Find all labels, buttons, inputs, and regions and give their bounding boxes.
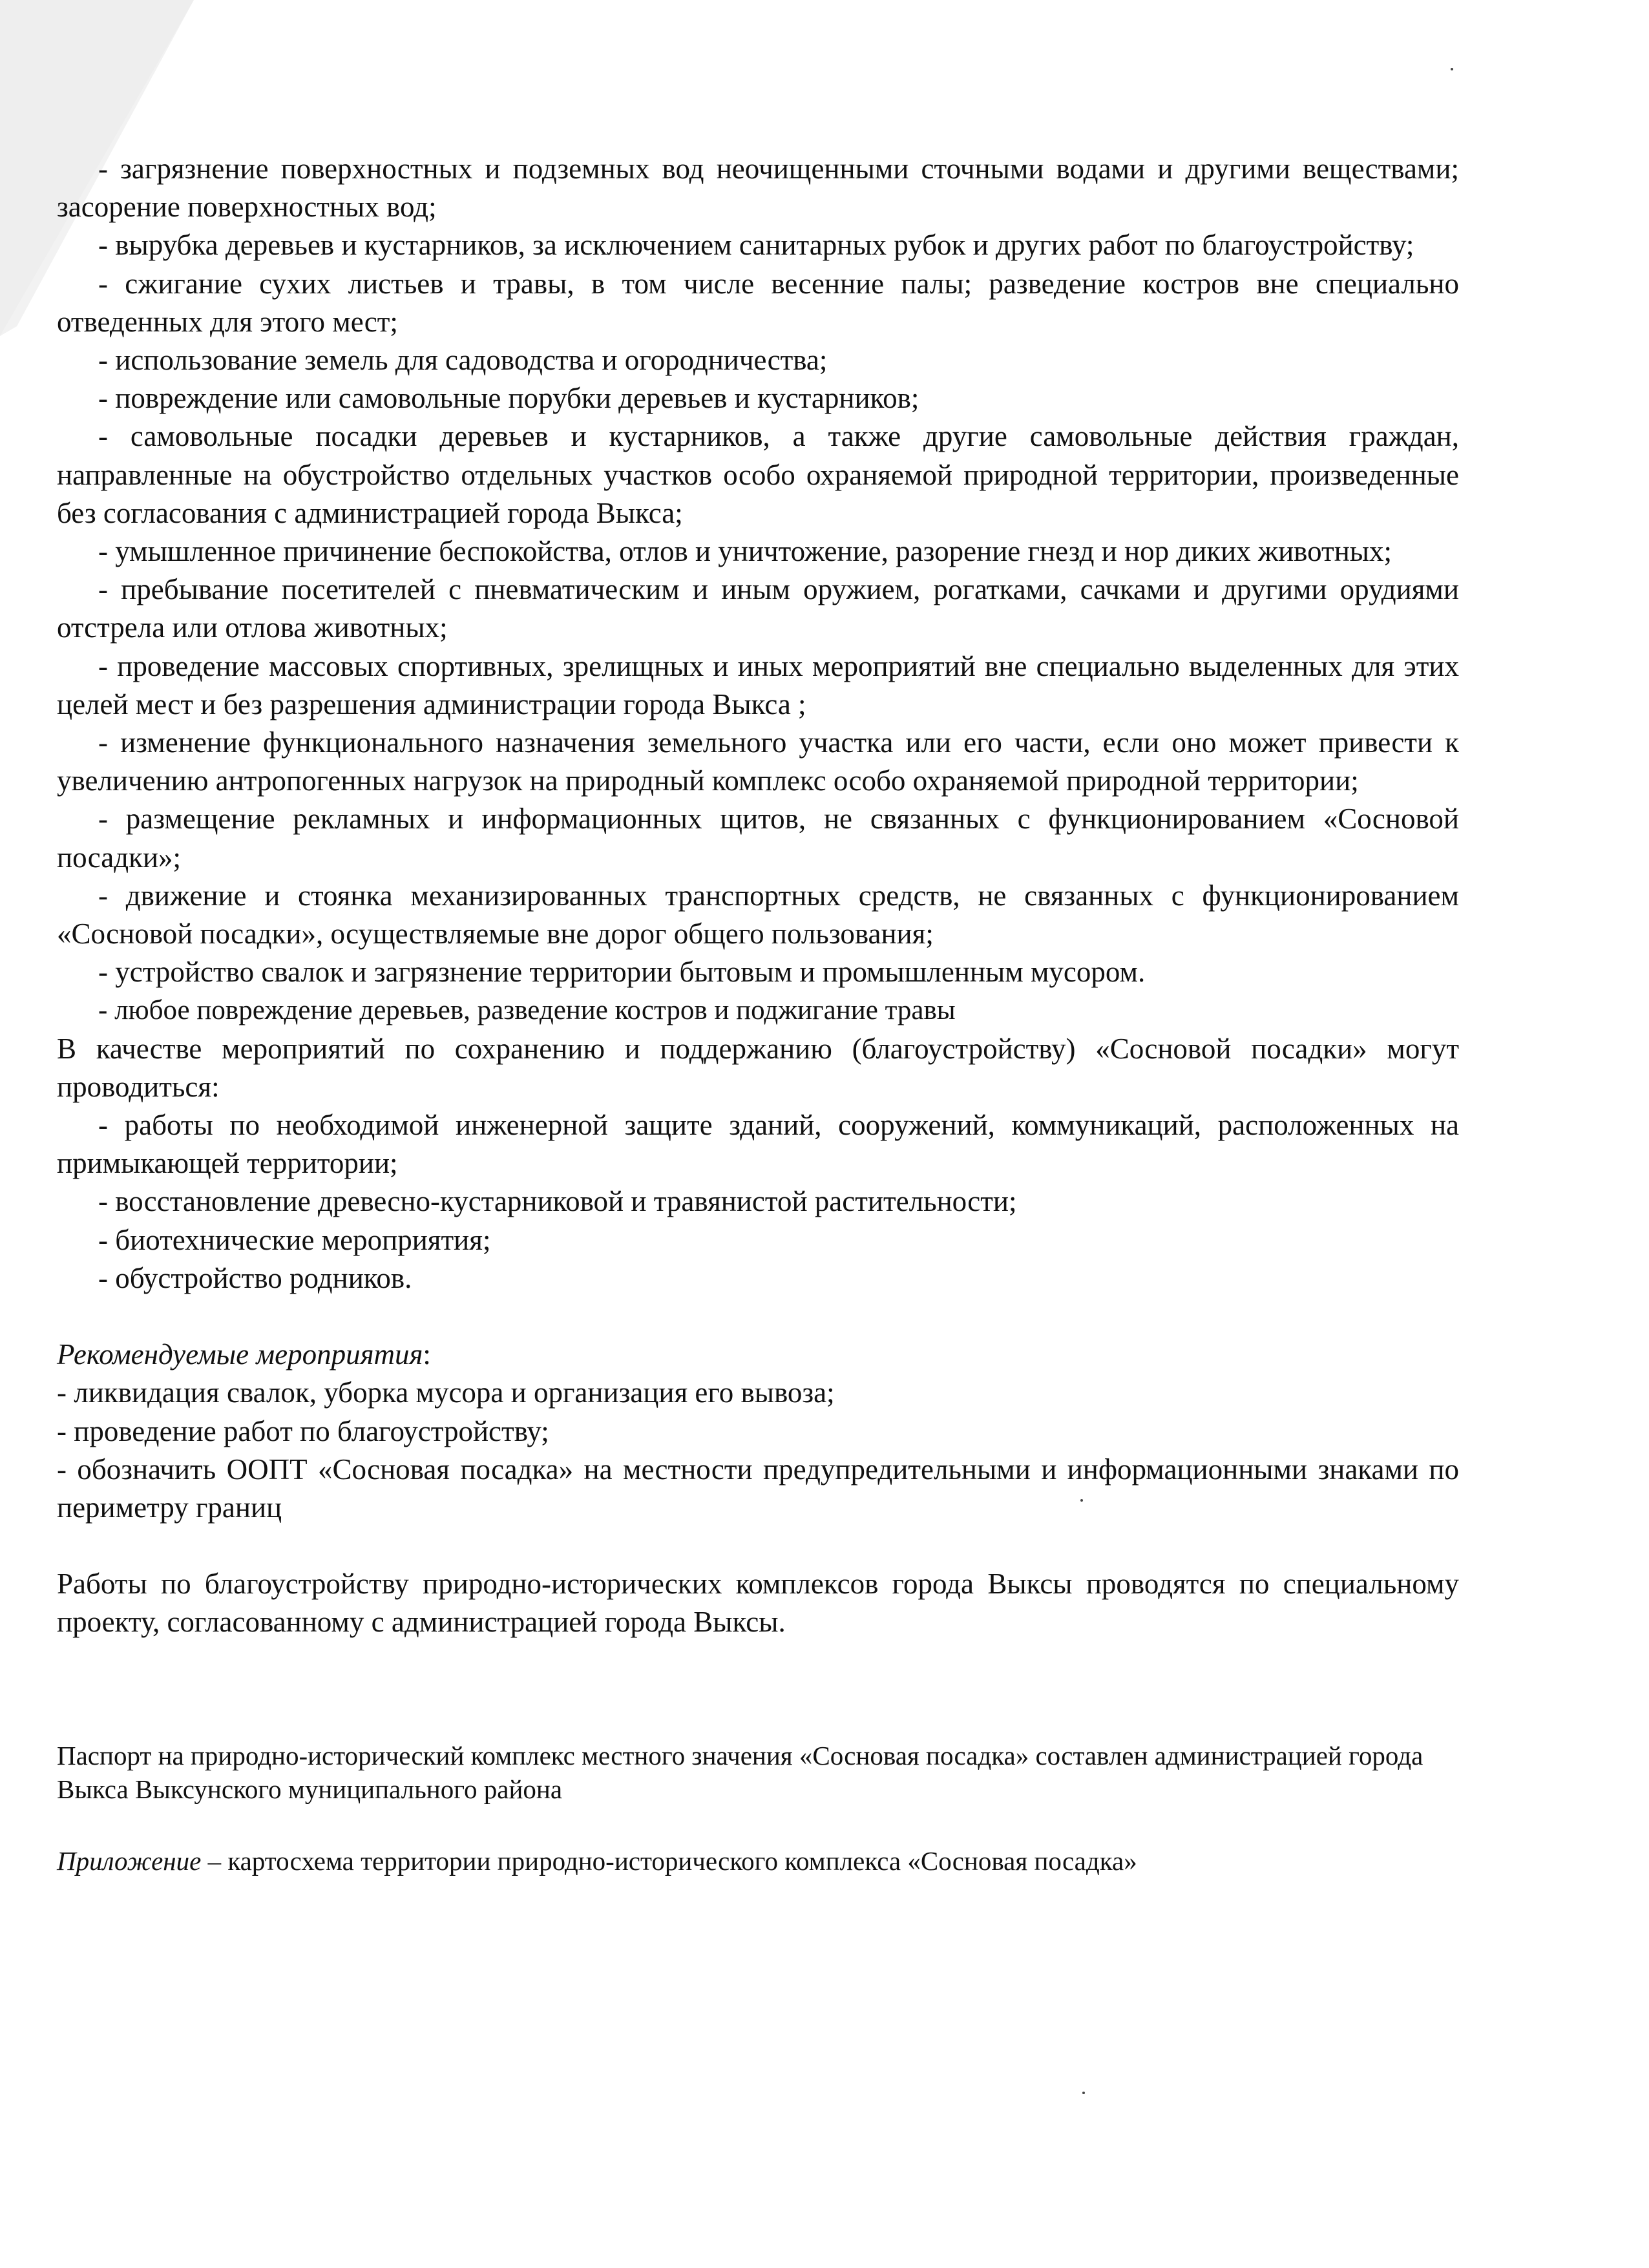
works-paragraph: Работы по благоустройству природно-исторических комплексов города Выксы проводятся по специальному проекту, согласованному с администрацией города Выксы. — [57, 1568, 1459, 1639]
list-item: - обозначить ООПТ «Сосновая посадка» на местности предупредительными и информационными знаками по периметру границ — [57, 1453, 1459, 1524]
appendix-label: Приложение — [57, 1845, 202, 1876]
spacer — [57, 1642, 1459, 1739]
list-item: - любое повреждение деревьев, разведение костров и поджигание травы — [98, 995, 956, 1026]
list-item: - сжигание сухих листьев и травы, в том числе весенние палы; разведение костров вне специально отведенных для этого мест; — [57, 267, 1459, 338]
list-item: - биотехнические мероприятия; — [98, 1223, 491, 1256]
scan-speck — [1082, 2092, 1085, 2094]
spacer — [57, 1806, 1459, 1844]
passport-paragraph: Паспорт на природно-исторический комплекс местного значения «Сосновая посадка» составлен администрацией города Выкса Выксунского муниципального района — [57, 1740, 1423, 1804]
spacer — [57, 1297, 1459, 1336]
scan-speck — [1080, 1499, 1083, 1502]
list-item: - изменение функционального назначения земельного участка или его части, если оно может привести к увеличению антропогенных нагрузок на природный комплекс особо охраняемой природной территории; — [57, 726, 1459, 797]
spacer — [57, 1527, 1459, 1565]
list-item: - самовольные посадки деревьев и кустарников, а также другие самовольные действия граждан, направленные на обустройство отдельных участков особо охраняемой природной территории, произведенные без согласования с администрацией города Выкса; — [57, 420, 1459, 529]
appendix-text: – картосхема территории природно-исторического комплекса «Сосновая посадка» — [201, 1845, 1137, 1876]
list-item: - проведение работ по благоустройству; — [57, 1414, 549, 1447]
list-item: - движение и стоянка механизированных транспортных средств, не связанных с функционированием «Сосновой посадки», осуществляемые вне дорог общего пользования; — [57, 879, 1459, 950]
list-item: - размещение рекламных и информационных щитов, не связанных с функционированием «Сосновой посадки»; — [57, 803, 1459, 874]
list-item: - работы по необходимой инженерной защите зданий, сооружений, коммуникаций, расположенных на примыкающей территории; — [57, 1109, 1459, 1180]
list-item: - повреждение или самовольные порубки деревьев и кустарников; — [98, 382, 919, 415]
recommended-heading-line — [57, 1336, 1459, 1374]
measures-intro: В качестве мероприятий по сохранению и поддержанию (благоустройству) «Сосновой посадки» могут проводиться: — [57, 1032, 1459, 1103]
list-item: - пребывание посетителей с пневматическим и иным оружием, рогатками, сачками и другими орудиями отстрела или отлова животных; — [57, 573, 1459, 644]
list-item: - использование земель для садоводства и огородничества; — [98, 344, 828, 377]
list-item: - устройство свалок и загрязнение территории бытовым и промышленным мусором. — [98, 956, 1146, 989]
appendix-line — [57, 1844, 1459, 1878]
list-item: - ликвидация свалок, уборка мусора и организация его вывоза; — [57, 1376, 835, 1409]
list-item: - восстановление древесно-кустарниковой и травянистой растительности; — [98, 1185, 1017, 1218]
list-item: - обустройство родников. — [98, 1261, 412, 1294]
list-item: - умышленное причинение беспокойства, отлов и уничтожение, разорение гнезд и нор диких животных; — [98, 535, 1392, 568]
list-item: - загрязнение поверхностных и подземных вод неочищенными сточными водами и другими веществами; засорение поверхностных вод; — [57, 152, 1459, 224]
scan-speck — [1451, 68, 1453, 70]
list-item: - вырубка деревьев и кустарников, за исключением санитарных рубок и других работ по благоустройству; — [98, 229, 1414, 262]
recommended-heading: Рекомендуемые мероприятия — [57, 1338, 423, 1371]
recommended-colon: : — [423, 1338, 431, 1371]
document-body — [57, 150, 1459, 1878]
list-item: - проведение массовых спортивных, зрелищных и иных мероприятий вне специально выделенных для этих целей мест и без разрешения администрации города Выкса ; — [57, 649, 1459, 720]
